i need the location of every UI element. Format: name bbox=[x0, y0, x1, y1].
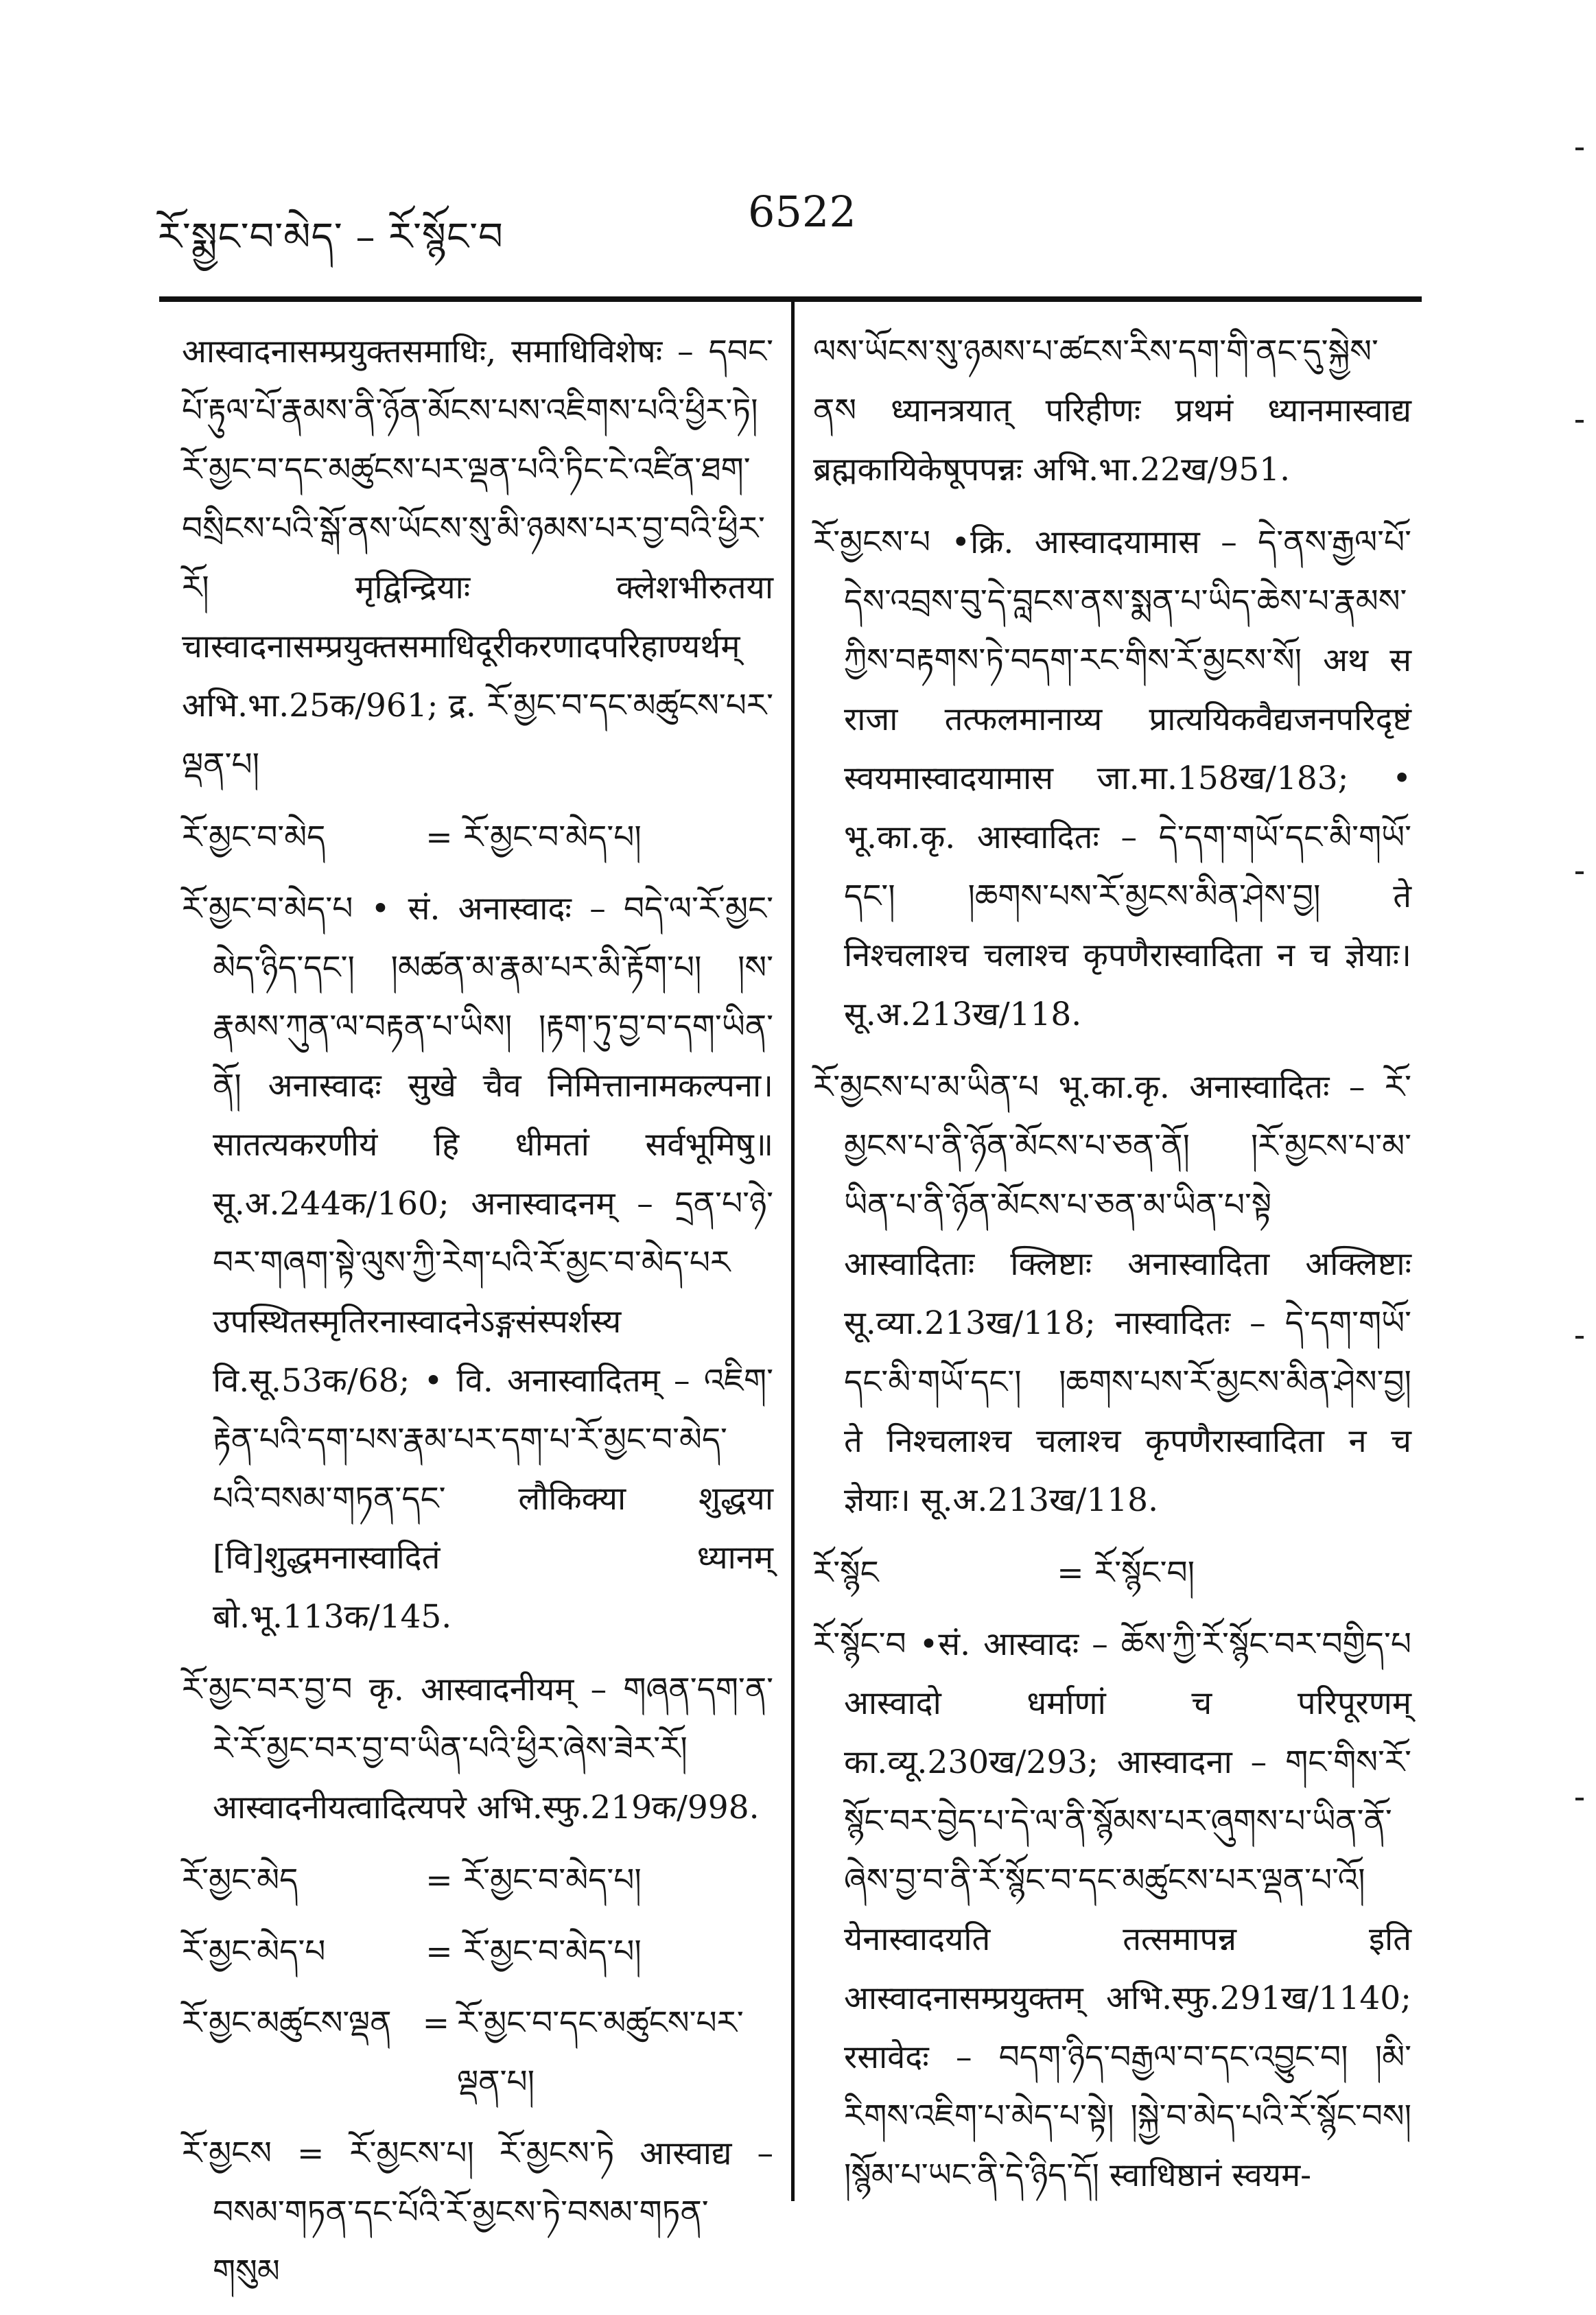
margin-tick bbox=[1575, 1336, 1584, 1339]
xref-equals: = bbox=[422, 2004, 450, 2042]
dictionary-entry: आस्वादनासम्प्रयुक्तसमाधिः, समाधिविशेषः – དབང་པོ་རྟུལ་པོ་རྣམས་ནི་ཉོན་མོངས་པས་འཇིགས་པའི་ཕྱིར་ཏེ། རོ་མྱང་བ་དང་མཚུངས་པར་ལྡན་པའི་ཏིང་ངེ་འཛིན་ཐག་བསྲིངས་པའི་སྒོ་ནས་ཡོངས་སུ་མི་ཉམས་པར་བྱ་བའི་ཕྱིར་རོ། मृद्विन्द्रियाः क्लेशभीरुतया चास्वादनासम्प्रयुक्तसमाधिदूरीकरणादपरिहाण्यर्थम् अभि.भा.25क/961; द्र. རོ་མྱང་བ་དང་མཚུངས་པར་ལྡན་པ། bbox=[182, 333, 773, 784]
xref-equals: = bbox=[1057, 1554, 1084, 1592]
cross-reference bbox=[182, 1851, 773, 1910]
left-column bbox=[182, 322, 773, 2315]
dictionary-entry: རོ་མྱང་བ་མེད་པ • सं. अनास्वादः – བདེ་ལ་རོ་མྱང་མེད་ཉིད་དང་། །མཚན་མ་རྣམ་པར་མི་རྟོག་པ། །ས་རྣམས་ཀུན་ལ་བརྟན་པ་ཡིས། །རྟག་ཏུ་བྱ་བ་དག་ཡིན་ནོ། अनास्वादः सुखे चैव निमित्तानामकल्पना। सातत्यकरणीयं हि धीमतां सर्वभूमिषु॥ सू.अ.244क/160; अनास्वादनम् – དྲན་པ་ཉེ་བར་གཞག་སྟེ་ལུས་ཀྱི་རེག་པའི་རོ་མྱང་བ་མེད་པར उपस्थितस्मृतिरनास्वादनेऽङ्गसंस्पर्शस्य वि.सू.53क/68; • वि. अनास्वादितम् – འཇིག་རྟེན་པའི་དག་པས་རྣམ་པར་དག་པ་རོ་མྱང་བ་མེད་པའི་བསམ་གཏན་དང་ लौकिक्या शुद्धया [वि]शुद्धमनास्वादितं ध्यानम् बो.भू.113क/145. bbox=[182, 890, 773, 1636]
cross-reference bbox=[813, 1544, 1411, 1603]
dictionary-entry: རོ་སྙོང་བ •सं. आस्वादः – ཆོས་ཀྱི་རོ་སྙོང་བར་བགྱིད་པ आस्वादो धर्माणां च परिपूरणम् का.व्यू.230ख/293; आस्वादना – གང་གིས་རོ་སྙོང་བར་བྱེད་པ་དེ་ལ་ནི་སྙོམས་པར་ཞུགས་པ་ཡིན་ནོ་ཞེས་བྱ་བ་ནི་རོ་སྙོང་བ་དང་མཚུངས་པར་ལྡན་པ་འོ། येनास्वादयति तत्समापन्न इति आस्वादनासम्प्रयुक्तम् अभि.स्फु.291ख/1140; रसावेदः – བདག་ཉིད་བརྒྱལ་བ་དང་འབྱུང་བ། །མི་རིགས་འཇིག་པ་མེད་པ་སྟེ། །སྐྱེ་བ་མེད་པའི་རོ་སྙོང་བས། །སྙོམ་པ་ཡང་ནི་དེ་ཉིད་དོ། स्वाधिष्ठानं स्वयम- bbox=[813, 1625, 1411, 2194]
column-divider bbox=[791, 301, 795, 2201]
xref-equals: = bbox=[425, 1933, 453, 1971]
xref-equals: = bbox=[425, 1861, 453, 1899]
xref-equals: = bbox=[425, 819, 453, 856]
xref-target: རོ་སྙོང་བ། bbox=[1094, 1554, 1195, 1592]
dictionary-entry: རོ་མྱངས = རོ་མྱངས་པ། རོ་མྱངས་ཏེ आस्वाद्य – བསམ་གཏན་དང་པོའི་རོ་མྱངས་ཏེ་བསམ་གཏན་གསུམ bbox=[182, 2135, 773, 2290]
xref-target: རོ་མྱང་བ་དང་མཚུངས་པར་ལྡན་པ། bbox=[456, 2004, 744, 2101]
margin-tick bbox=[1575, 1798, 1584, 1800]
xref-target: རོ་མྱང་བ་མེད་པ། bbox=[463, 1933, 642, 1971]
margin-tick bbox=[1575, 148, 1584, 150]
cross-reference bbox=[182, 1923, 773, 1982]
right-column bbox=[813, 322, 1411, 2219]
header-rule bbox=[159, 296, 1422, 302]
dictionary-entry: རོ་མྱངས་པ •क्रि. आस्वादयामास – དེ་ནས་རྒྱལ་པོ་དེས་འབྲས་བུ་དེ་བླངས་ནས་སྨན་པ་ཡིད་ཆེས་པ་རྣམས་ཀྱིས་བརྟགས་ཏེ་བདག་རང་གིས་རོ་མྱངས་སོ། अथ स राजा तत्फलमानाय्य प्रात्ययिकवैद्यजनपरिदृष्टं स्वयमास्वादयामास जा.मा.158ख/183; • भू.का.कृ. आस्वादितः – དེ་དག་གཡོ་དང་མི་གཡོ་དང་། །ཆགས་པས་རོ་མྱངས་མིན་ཤེས་བྱ། ते निश्चलाश्च चलाश्च कृपणैरास्वादिता न च ज्ञेयाः। सू.अ.213ख/118. bbox=[813, 524, 1411, 1033]
dictionary-entry: ལས་ཡོངས་སུ་ཉམས་པ་ཚངས་རིས་དག་གི་ནང་དུ་སྐྱེས་ནས ध्यानत्रयात् परिहीणः प्रथमं ध्यानमास्वाद्य ब्रह्मकायिकेषूपपन्नः अभि.भा.22ख/951. bbox=[813, 333, 1411, 489]
page-number: 6522 bbox=[748, 187, 856, 237]
margin-tick bbox=[1575, 420, 1584, 423]
xref-target: རོ་མྱང་བ་མེད་པ། bbox=[463, 1861, 642, 1899]
cross-reference bbox=[182, 808, 773, 867]
xref-headword: རོ་མྱང་མཚུངས་ལྡན bbox=[182, 2004, 392, 2042]
xref-headword: རོ་མྱང་མེད bbox=[182, 1861, 298, 1899]
xref-target: རོ་མྱང་བ་མེད་པ། bbox=[463, 819, 642, 856]
xref-headword: རོ་མྱང་བ་མེད bbox=[182, 819, 326, 856]
cross-reference bbox=[182, 1994, 773, 2112]
xref-headword: རོ་སྙོང bbox=[813, 1554, 879, 1592]
dictionary-entry: རོ་མྱང་བར་བྱ་བ कृ. आस्वादनीयम् – གཞན་དག་ན་རེ་རོ་མྱང་བར་བྱ་བ་ཡིན་པའི་ཕྱིར་ཞེས་ཟེར་རོ། आस्वादनीयत्वादित्यपरे अभि.स्फु.219क/998. bbox=[182, 1671, 773, 1826]
dictionary-entry: རོ་མྱངས་པ་མ་ཡིན་པ भू.का.कृ. अनास्वादितः – རོ་མྱངས་པ་ནི་ཉོན་མོངས་པ་ཅན་ནོ། །རོ་མྱངས་པ་མ་ཡིན་པ་ནི་ཉོན་མོངས་པ་ཅན་མ་ཡིན་པ་སྟེ आस्वादिताः क्लिष्टाः अनास्वादिता अक्लिष्टाः सू.व्या.213ख/118; नास्वादितः – དེ་དག་གཡོ་དང་མི་གཡོ་དང་། །ཆགས་པས་རོ་མྱངས་མིན་ཤེས་བྱ། ते निश्चलाश्च चलाश्च कृपणैरास्वादिता न च ज्ञेयाः। सू.अ.213ख/118. bbox=[813, 1068, 1411, 1519]
margin-tick bbox=[1575, 871, 1584, 874]
xref-headword: རོ་མྱང་མེད་པ bbox=[182, 1933, 326, 1971]
running-head: ཪོ་སྨྱང་བ་མེད་ – རོ་སྙོང་བ bbox=[158, 215, 504, 259]
